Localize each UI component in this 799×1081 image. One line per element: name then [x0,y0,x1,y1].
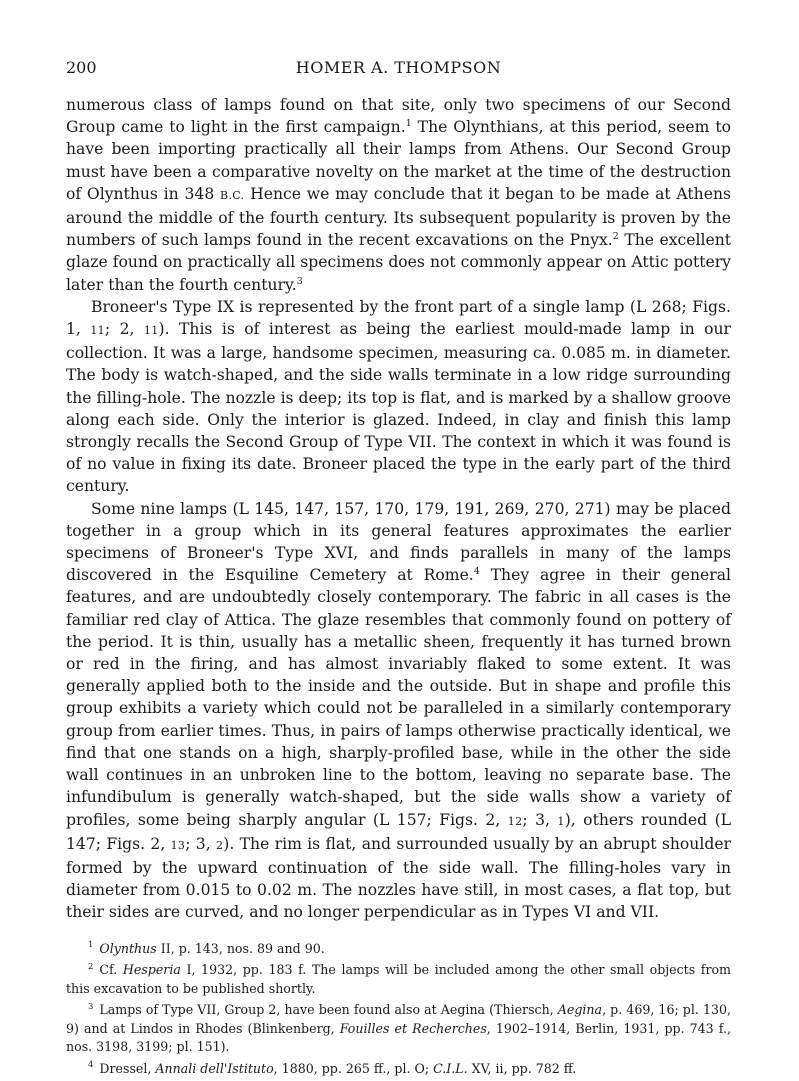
small-caps-text: 11 [90,324,105,338]
footnote-reference: 4 [473,566,480,578]
text-run: Lamps of Type VII, Group 2, have been found also at Aegina (Thiersch, [99,1002,558,1018]
text-run: Cf. [99,962,123,978]
small-caps-text: 12 [507,814,523,828]
italic-text: Aegina [557,1002,603,1018]
footnote [66,961,731,998]
page-header [66,58,731,84]
page-number: 200 [66,58,97,77]
footnote-reference: 3 [296,275,303,287]
paragraph [66,498,731,924]
paragraph [66,94,731,296]
text-run: The Olynthians, at this period, seem to have been importing practically all their lamps from Athens. Our Second Group must have been a comparative novelty on the market at the time of the destruction of Olynthus in 348 [66,118,731,203]
text-run: ; 2, [104,320,144,339]
text-run: numerous class of lamps found on that site, only two specimens of our Second Group came to light in the first campaign. [66,96,731,137]
text-run: ), others rounded (L 147; Figs. 2, [66,810,732,853]
footnote-number: 2 [88,961,94,972]
text-run: II, p. 143, nos. 89 and 90. [156,940,325,956]
small-caps-text: 2 [215,838,224,852]
italic-text: C.I.L. [433,1060,468,1076]
footnote-reference: 2 [612,231,619,243]
italic-text: Hesperia [122,962,181,978]
small-caps-text: 1 [557,814,565,828]
text-run: The excellent glaze found on practically all specimens does not commonly appear on Attic pottery later than the fourth century. [66,231,732,294]
footnote-reference: 1 [405,118,412,130]
footnote-number: 3 [88,1001,94,1012]
footnote [66,1060,731,1079]
text-run: They agree in their general features, and are undoubtedly closely contemporary. The fabric in all cases is the familiar red clay of Attica. The glaze resembles that commonly found on pottery of the period. It is thin, usually has a metallic sheen, frequently it has turned brown or red in the firing, and has almost invariably flaked to some extent. It was generally applied both to the inside and the outside. But in shape and profile this group exhibits a variety which could not be paralleled in a similarly contemporary group from earlier times. Thus, in pairs of lamps otherwise practically identical, we find that one stands on a high, sharply-profiled base, while in the other the side wall continues in an unbroken line to the bottom, leaving no separate base. The infundibulum is generally watch-shaped, but the side walls show a variety of profiles, some being sharply angular (L 157; Figs. 2, [66,566,731,829]
page [66,58,731,1081]
text-run: I, 1932, pp. 183 f. The lamps will be included among the other small objects from this excavation to be published shortly. [66,962,731,996]
italic-text: Fouilles et Recherches [339,1020,487,1036]
body-text [66,94,731,924]
text-run: , 1902–1914, Berlin, 1931, pp. 743 f., nos. 3198, 3199; pl. 151). [66,1020,731,1055]
text-run: Some nine lamps (L 145, 147, 157, 170, 179, 191, 269, 270, 271) may be placed together in a group which in its general features approximates the earlier specimens of Broneer's Type XVI, and finds parallels in many of the lamps discovered in the Esquiline Cemetery at Rome. [66,499,731,585]
footnote [66,940,731,959]
text-run: , p. 469, 16; pl. 130, 9) and at Lindos in Rhodes (Blinkenberg, [66,1002,731,1036]
footnotes [66,940,731,1079]
italic-text: Annali dell'Istituto [155,1060,274,1076]
text-run: , 1880, pp. 265 ff., pl. O; [273,1060,434,1076]
running-head: HOMER A. THOMPSON [295,58,502,77]
footnote-number: 1 [88,940,94,951]
text-run: Broneer's Type IX is represented by the front part of a single lamp (L 268; Figs. 1, [66,297,731,339]
italic-text: Olynthus [99,940,157,956]
paragraph [66,296,731,498]
small-caps-text: 11 [143,324,159,338]
small-caps-text: 13 [170,838,186,852]
text-run: ). This is of interest as being the earliest mould-made lamp in our collection. It was a large, handsome specimen, measuring ca. 0.085 m. in diameter. The body is watch-shaped, and the side walls terminate in a low ridge surrounding the filling-hole. The nozzle is deep; its top is flat, and is marked by a shallow groove along each side. Only the interior is glazed. Indeed, in clay and finish this lamp strongly recalls the Second Group of Type VII. The context in which it was found is of no value in fixing its date. Broneer placed the type in the early part of the third century. [66,320,732,496]
footnote [66,1001,731,1057]
text-run: ; 3, [522,810,558,829]
text-run: ). The rim is flat, and surrounded usually by an abrupt shoulder formed by the upward continuation of the side wall. The filling-holes vary in diameter from 0.015 to 0.02 m. The nozzles have still, in most cases, a flat top, but their sides are curved, and no longer perpendicular as in Types VI and VII. [66,834,731,922]
text-run: XV, ii, pp. 782 ff. [467,1060,577,1076]
text-run: Dressel, [99,1060,156,1076]
small-caps-text: B.C. [220,188,245,202]
text-run: ; 3, [185,834,216,853]
text-run: Hence we may conclude that it began to be made at Athens around the middle of the fourth century. Its subsequent popularity is proven by the numbers of such lamps found in the recent excavations on the Pnyx. [66,184,732,250]
footnote-number: 4 [88,1060,94,1071]
